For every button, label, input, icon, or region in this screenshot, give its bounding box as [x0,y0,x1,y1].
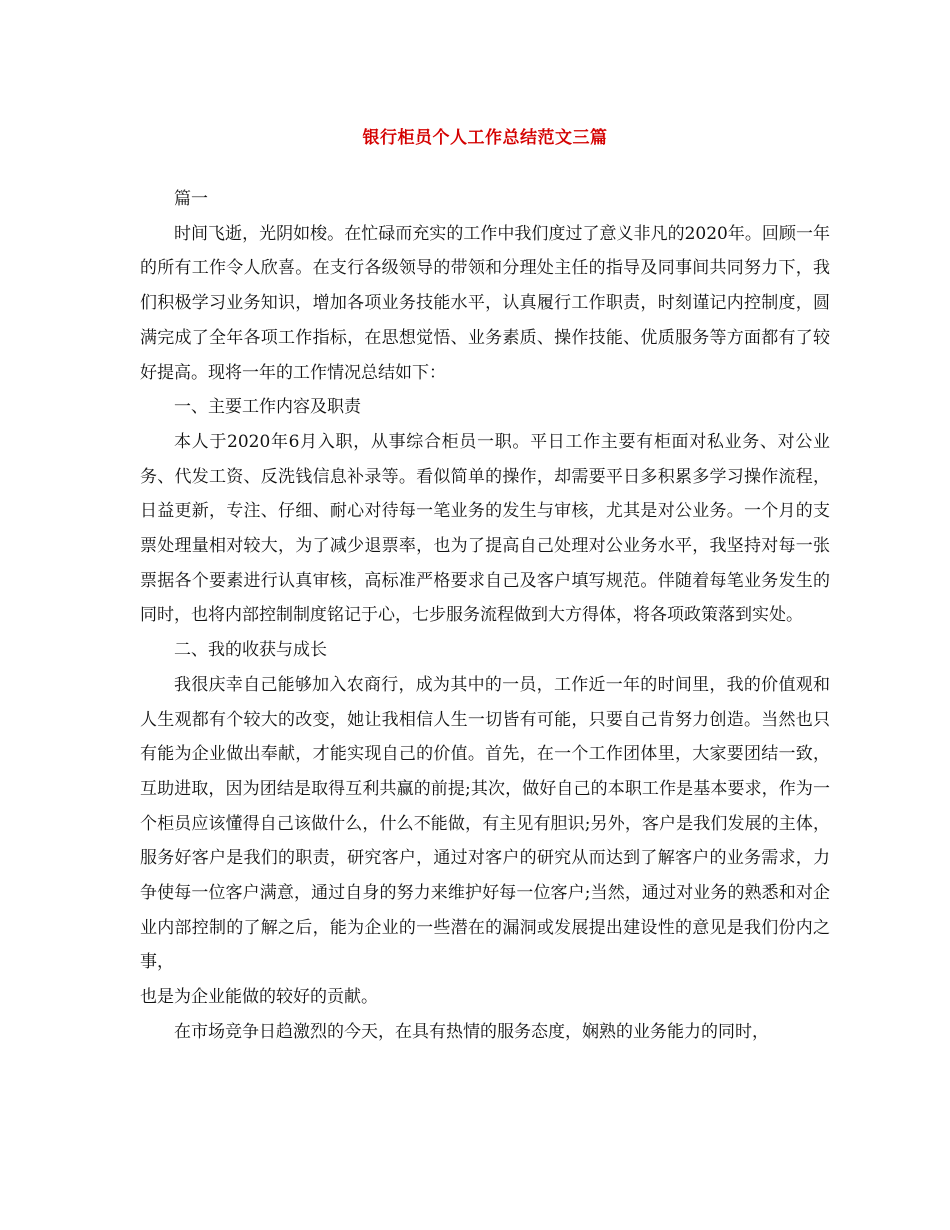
paragraph: 本人于2020年6月入职，从事综合柜员一职。平日工作主要有柜面对私业务、对公业务、代发工资、反洗钱信息补录等。看似简单的操作，却需要平日多积累多学习操作流程，日益更新，专注、仔细、耐心对待每一笔业务的发生与审核，尤其是对公业务。一个月的支票处理量相对较大，为了减少退票率，也为了提高自己处理对公业务水平，我坚持对每一张票据各个要素进行认真审核，高标准严格要求自己及客户填写规范。伴随着每笔业务发生的同时，也将内部控制制度铭记于心，七步服务流程做到大方得体，将各项政策落到实处。 [140,431,830,626]
document-body [140,182,830,1050]
document-title: 银行柜员个人工作总结范文三篇 [362,128,608,148]
section-heading: 二、我的收获与成长 [174,640,327,661]
section-heading: 一、主要工作内容及职责 [174,397,361,418]
section-heading: 篇一 [174,189,208,209]
paragraph: 时间飞逝，光阴如梭。在忙碌而充实的工作中我们度过了意义非凡的2020年。回顾一年的所有工作令人欣喜。在支行各级领导的带领和分理处主任的指导及同事间共同努力下，我们积极学习业务知识，增加各项业务技能水平，认真履行工作职责，时刻谨记内控制度，圆满完成了全年各项工作指标，在思想觉悟、业务素质、操作技能、优质服务等方面都有了较好提高。现将一年的工作情况总结如下： [140,223,830,383]
paragraph: 在市场竞争日趋激烈的今天，在具有热情的服务态度，娴熟的业务能力的同时， [174,1021,769,1042]
paragraph: 我很庆幸自己能够加入农商行，成为其中的一员，工作近一年的时间里，我的价值观和人生观都有个较大的改变，她让我相信人生一切皆有可能，只要自己肯努力创造。当然也只有能为企业做出奉献，才能实现自己的价值。首先，在一个工作团体里，大家要团结一致，互助进取，因为团结是取得互利共赢的前提;其次，做好自己的本职工作是基本要求，作为一个柜员应该懂得自己该做什么，什么不能做，有主见有胆识;另外，客户是我们发展的主体，服务好客户是我们的职责，研究客户，通过对客户的研究从而达到了解客户的业务需求，力争使每一位客户满意，通过自身的努力来维护好每一位客户;当然，通过对业务的熟悉和对企业内部控制的了解之后，能为企业的一些潜在的漏洞或发展提出建设性的意见是我们份内之事， 也是为企业能做的较好的贡献。 [140,674,830,1008]
